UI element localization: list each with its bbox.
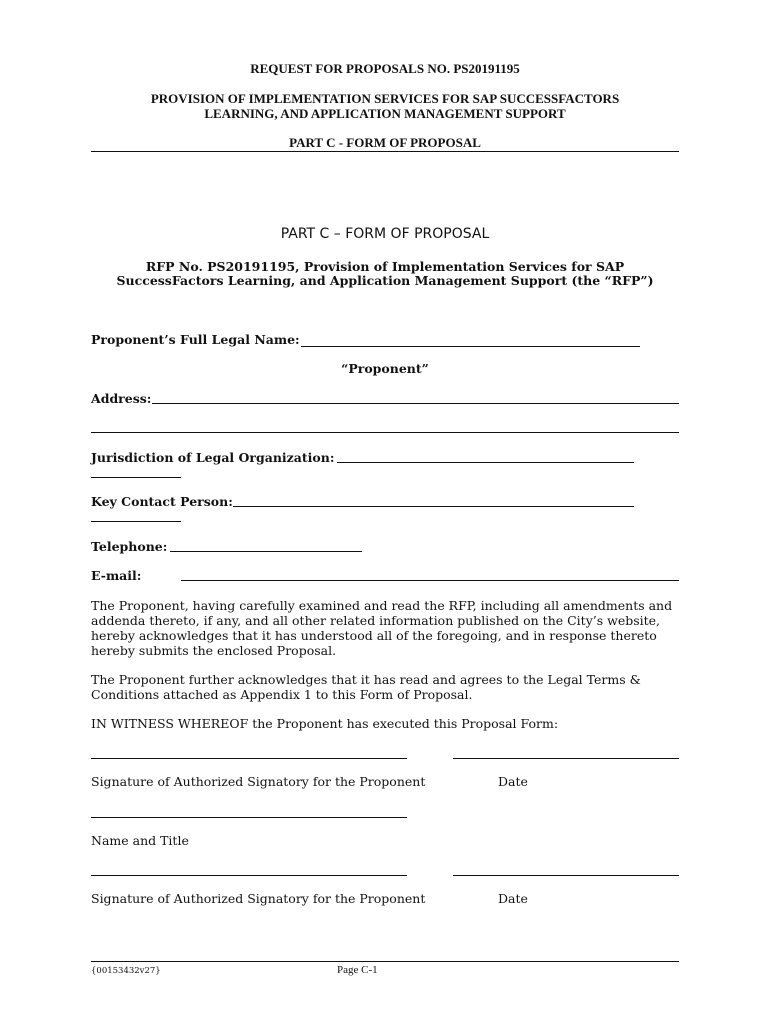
page-number: Page C-1	[337, 964, 378, 976]
para1-line4: hereby submits the enclosed Proposal.	[91, 643, 337, 658]
date-label-2: Date	[498, 891, 528, 906]
rfp-number-heading: REQUEST FOR PROPOSALS NO. PS20191195	[250, 61, 520, 76]
key-contact-field[interactable]	[233, 506, 634, 507]
para2-line2: Conditions attached as Appendix 1 to this Form of Proposal.	[91, 687, 473, 702]
legal-name-label: Proponent’s Full Legal Name:	[91, 332, 300, 347]
header-rule	[91, 151, 679, 152]
key-contact-field-continued[interactable]	[91, 521, 181, 522]
name-title-label: Name and Title	[91, 833, 189, 848]
signatory-label-1: Signature of Authorized Signatory for the Proponent	[91, 774, 426, 789]
footer-rule	[91, 961, 679, 962]
address-label: Address:	[91, 391, 152, 406]
para1-line2: addenda thereto, if any, and all other related information published on the City’s website,	[91, 613, 661, 628]
project-title-line1: PROVISION OF IMPLEMENTATION SERVICES FOR SAP SUCCESSFACTORS	[150, 91, 620, 106]
section-title: PART C – FORM OF PROPOSAL	[280, 226, 490, 242]
para1-line1: The Proponent, having carefully examined and read the RFP, including all amendments and	[91, 598, 673, 613]
date-label-1: Date	[498, 774, 528, 789]
signature-line-2[interactable]	[91, 875, 407, 876]
telephone-field[interactable]	[170, 551, 362, 552]
key-contact-label: Key Contact Person:	[91, 494, 233, 509]
date-line-1[interactable]	[453, 758, 679, 759]
jurisdiction-field-continued[interactable]	[91, 477, 181, 478]
address-field-line1[interactable]	[152, 403, 679, 404]
witness-statement: IN WITNESS WHEREOF the Proponent has executed this Proposal Form:	[91, 716, 559, 731]
date-line-2[interactable]	[453, 875, 679, 876]
project-title-line2: LEARNING, AND APPLICATION MANAGEMENT SUPPORT	[204, 106, 566, 121]
section-subtitle-line2: SuccessFactors Learning, and Application Management Support (the “RFP”)	[116, 273, 654, 288]
legal-name-field[interactable]	[301, 346, 640, 347]
jurisdiction-field[interactable]	[337, 462, 634, 463]
address-field-line2[interactable]	[91, 432, 679, 433]
section-subtitle-line1: RFP No. PS20191195, Provision of Implementation Services for SAP	[145, 259, 625, 274]
document-id: {00153432v27}	[91, 966, 161, 976]
email-field[interactable]	[181, 580, 679, 581]
signature-line-1[interactable]	[91, 758, 407, 759]
para2-line1: The Proponent further acknowledges that it has read and agrees to the Legal Terms &	[91, 672, 641, 687]
para1-line3: hereby acknowledges that it has understood all of the foregoing, and in response thereto	[91, 628, 657, 643]
part-label: PART C - FORM OF PROPOSAL	[289, 135, 481, 150]
email-label: E-mail:	[91, 568, 142, 583]
name-title-line[interactable]	[91, 817, 407, 818]
telephone-label: Telephone:	[91, 539, 168, 554]
proponent-caption: “Proponent”	[341, 361, 429, 376]
jurisdiction-label: Jurisdiction of Legal Organization:	[91, 450, 335, 465]
signatory-label-2: Signature of Authorized Signatory for the Proponent	[91, 891, 426, 906]
